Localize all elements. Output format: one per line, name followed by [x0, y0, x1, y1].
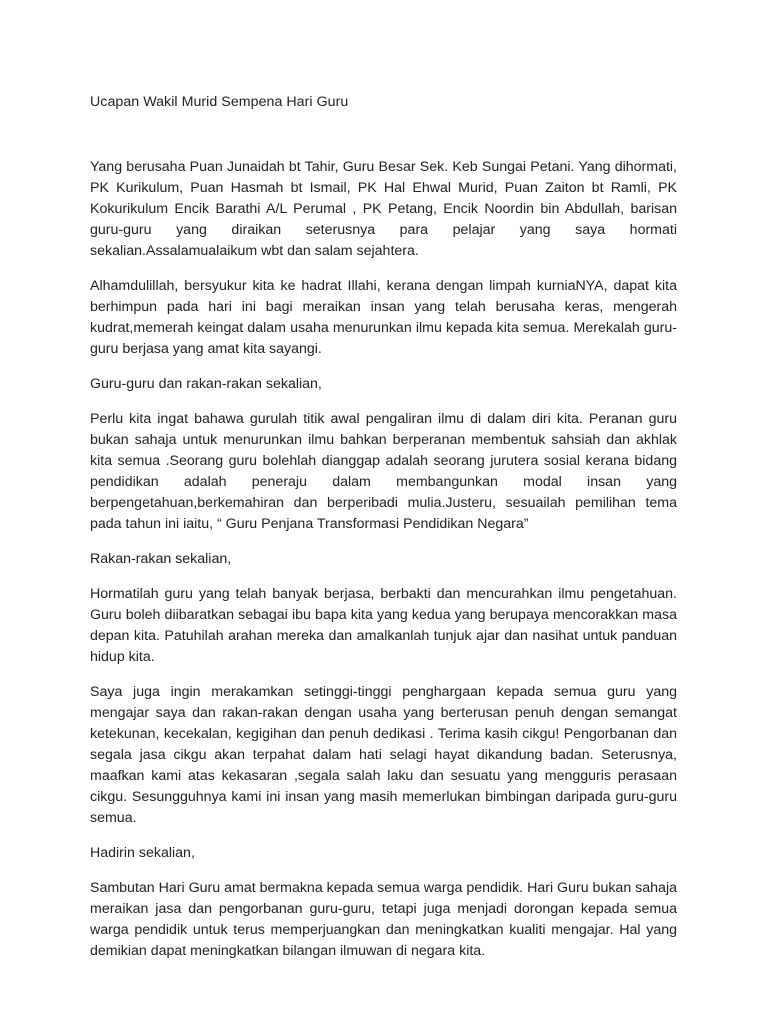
appreciation-paragraph: Saya juga ingin merakamkan setinggi-tinggi penghargaan kepada semua guru yang mengajar saya dan rakan-rakan dengan usaha yang berterusan penuh dengan semangat ketekunan, kecekalan, kegigihan dan penuh dedikasi . Terima kasih cikgu! Pengorbanan dan segala jasa cikgu akan terpahat dalam hati selagi hayat dikandung badan. Seterusnya, maafkan kami atas kekasaran ,segala salah laku dan sesuatu yang mengguris perasaan cikgu. Sesungguhnya kami ini insan yang masih memerlukan bimbingan daripada guru-guru semua.	[90, 684, 677, 826]
respect-teachers-paragraph: Hormatilah guru yang telah banyak berjasa, berbakti dan mencurahkan ilmu pengetahuan. Guru boleh diibaratkan sebagai ibu bapa kita yang kedua yang berupaya mencorakkan masa depan kita. Patuhilah arahan mereka dan amalkanlah tunjuk ajar dan nasihat untuk panduan hidup kita.	[90, 586, 677, 665]
salutation-friends: Rakan-rakan sekalian,	[90, 551, 232, 567]
teachers-day-meaning-paragraph: Sambutan Hari Guru amat bermakna kepada semua warga pendidik. Hari Guru bukan sahaja meraikan jasa dan pengorbanan guru-guru, tetapi juga menjadi dorongan kepada semua warga pendidik untuk terus memperjuangkan dan meningkatkan kualiti mengajar. Hal yang demikian dapat meningkatkan bilangan ilmuwan di negara kita.	[90, 880, 677, 959]
gratitude-paragraph: Alhamdulillah, bersyukur kita ke hadrat Illahi, kerana dengan limpah kurniaNYA, dapat kita berhimpun pada hari ini bagi meraikan insan yang telah berusaha keras, mengerah kudrat,memerah keingat dalam usaha menurunkan ilmu kepada kita semua. Merekalah guru-guru berjasa yang amat kita sayangi.	[90, 278, 677, 357]
teacher-role-paragraph: Perlu kita ingat bahawa gurulah titik awal pengaliran ilmu di dalam diri kita. Peranan guru bukan sahaja untuk menurunkan ilmu bahkan berperanan membentuk sahsiah dan akhlak kita semua .Seorang guru bolehlah dianggap adalah seorang jurutera sosial kerana bidang pendidikan adalah peneraju dalam membangunkan modal insan yang berpengetahuan,berkemahiran dan berperibadi mulia.Justeru, sesuailah pemilihan tema pada tahun ini iaitu, “ Guru Penjana Transformasi Pendidikan Negara”	[90, 411, 677, 532]
opening-greeting-paragraph: Yang berusaha Puan Junaidah bt Tahir, Guru Besar Sek. Keb Sungai Petani. Yang dihormati, PK Kurikulum, Puan Hasmah bt Ismail, PK Hal Ehwal Murid, Puan Zaiton bt Ramli, PK Kokurikulum Encik Barathi A/L Perumal , PK Petang, Encik Noordin bin Abdullah, barisan guru-guru yang diraikan seterusnya para pelajar yang saya hormati sekalian.Assalamualaikum wbt dan salam sejahtera.	[90, 159, 677, 259]
document-title: Ucapan Wakil Murid Sempena Hari Guru	[90, 94, 349, 110]
salutation-teachers-friends: Guru-guru dan rakan-rakan sekalian,	[90, 376, 322, 392]
salutation-audience: Hadirin sekalian,	[90, 845, 195, 861]
document-page	[90, 93, 677, 976]
